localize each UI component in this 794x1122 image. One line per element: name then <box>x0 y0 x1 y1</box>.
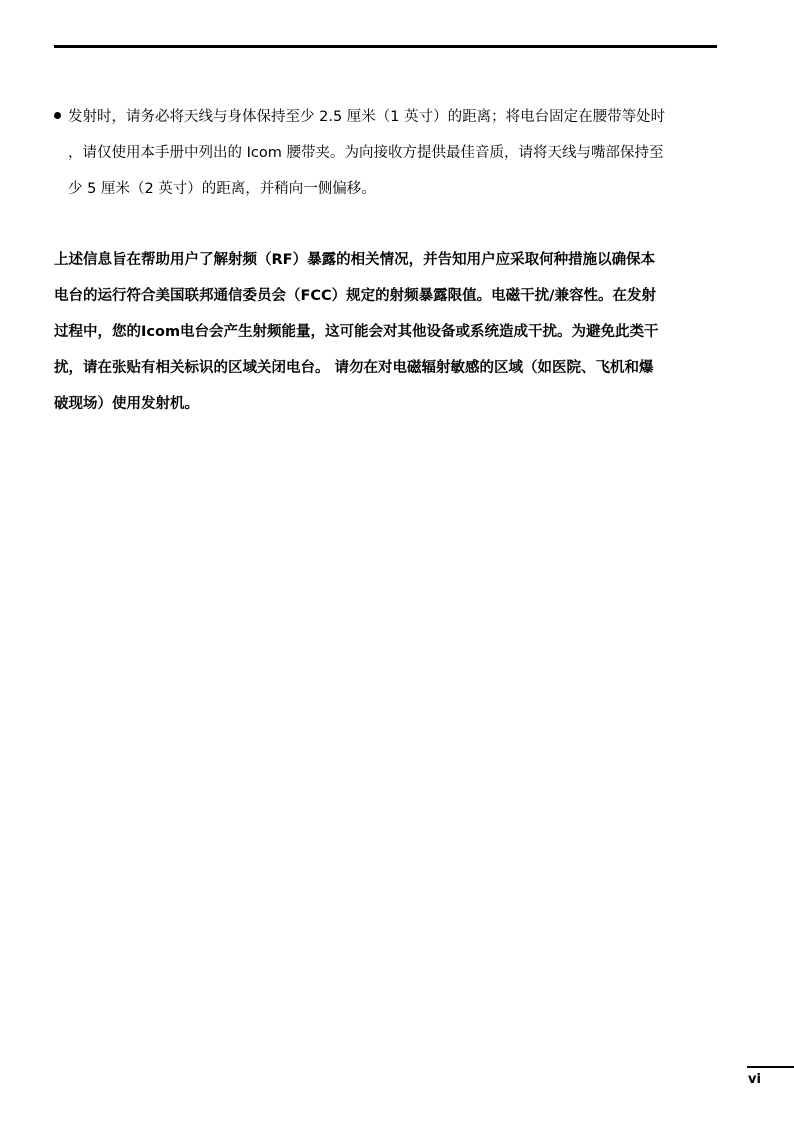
footer-rule <box>747 1066 794 1068</box>
bullet-text-line-1: 发射时，请务必将天线与身体保持至少 2.5 厘米（1 英寸）的距离；将电台固定在腰带等处时 <box>68 109 666 125</box>
bullet-text-line-3: 少 5 厘米（2 英寸）的距离，并稍向一侧偏移。 <box>68 181 376 197</box>
paragraph-line-5: 破现场）使用发射机。 <box>54 396 199 412</box>
bullet-text-line-2: ，请仅使用本手册中列出的 Icom 腰带夹。为向接收方提供最佳音质，请将天线与嘴部保持至 <box>68 145 664 161</box>
header-rule <box>54 45 717 48</box>
paragraph-line-1: 上述信息旨在帮助用户了解射频（RF）暴露的相关情况，并告知用户应采取何种措施以确保本 <box>54 252 656 268</box>
page-number: vi <box>748 1072 761 1087</box>
paragraph-line-3: 过程中，您的Icom电台会产生射频能量，这可能会对其他设备或系统造成干扰。为避免此类干 <box>54 324 659 340</box>
paragraph-line-4: 扰，请在张贴有相关标识的区域关闭电台。 请勿在对电磁辐射敏感的区域（如医院、飞机和爆 <box>54 360 654 376</box>
paragraph-line-2: 电台的运行符合美国联邦通信委员会（FCC）规定的射频暴露限值。电磁干扰/兼容性。在发射 <box>54 288 656 304</box>
bullet-icon <box>54 112 61 119</box>
